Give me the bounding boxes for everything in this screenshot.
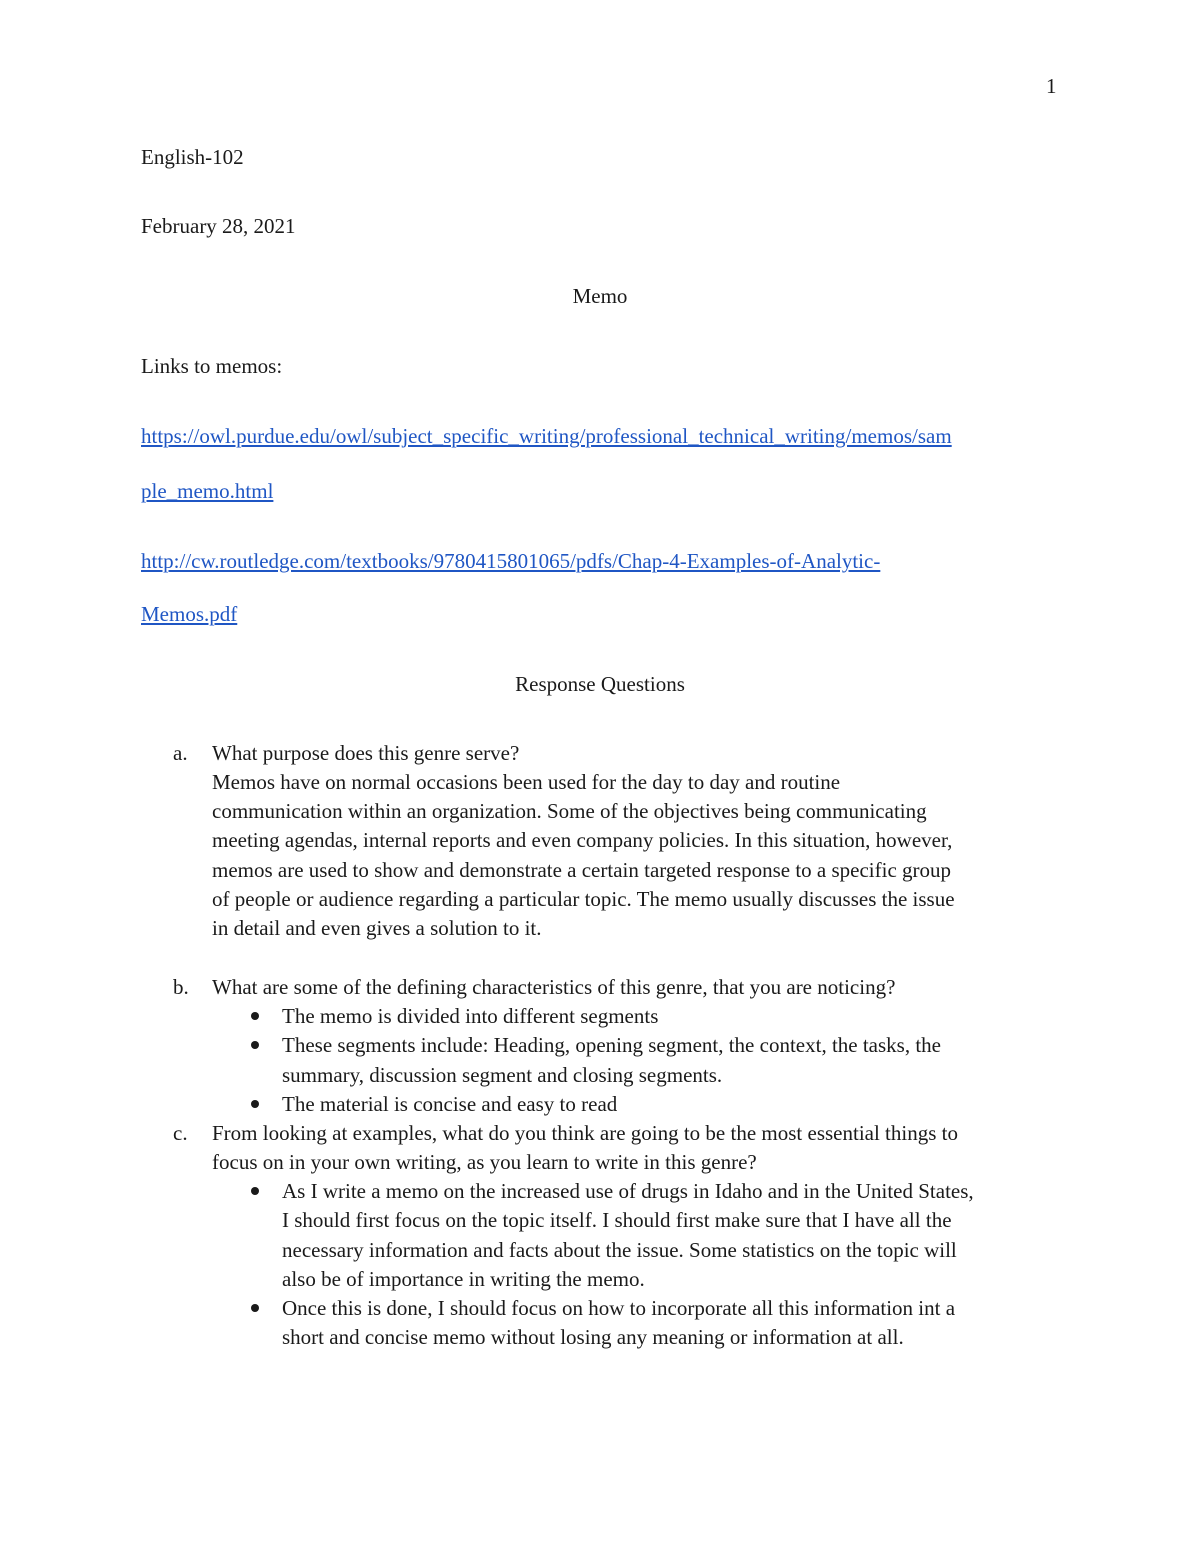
- answer-line: meeting agendas, internal reports and even company policies. In this situation, however,: [212, 828, 953, 852]
- answer-line: communication within an organization. Some of the objectives being communicating: [212, 799, 927, 823]
- bullet-icon: [251, 1012, 259, 1020]
- bullet-line: Once this is done, I should focus on how to incorporate all this information int a: [282, 1296, 956, 1320]
- course-name: English-102: [141, 145, 244, 169]
- answer-line: memos are used to show and demonstrate a certain targeted response to a specific group: [212, 858, 952, 882]
- bullet-icon: [251, 1100, 259, 1108]
- question-text: What purpose does this genre serve?: [212, 741, 520, 765]
- question-text: What are some of the defining characteristics of this genre, that you are noticing?: [212, 975, 896, 999]
- purdue-memo-link-continued[interactable]: ple_memo.html: [141, 479, 274, 503]
- bullet-line: short and concise memo without losing any meaning or information at all.: [282, 1325, 904, 1349]
- bullet-icon: [251, 1041, 259, 1049]
- question-marker: c.: [173, 1121, 188, 1145]
- answer-line: Memos have on normal occasions been used for the day to day and routine: [212, 770, 841, 794]
- bullet-line: summary, discussion segment and closing segments.: [282, 1063, 723, 1087]
- routledge-memo-link[interactable]: http://cw.routledge.com/textbooks/9780415801065/pdfs/Chap-4-Examples-of-Analytic-: [141, 549, 881, 573]
- bullet-line: These segments include: Heading, opening segment, the context, the tasks, the: [282, 1033, 941, 1057]
- links-label: Links to memos:: [141, 354, 283, 378]
- page-number: 1: [1046, 74, 1057, 98]
- answer-line: in detail and even gives a solution to it.: [212, 916, 542, 940]
- bullet-line: I should first focus on the topic itself. I should first make sure that I have all the: [282, 1208, 952, 1232]
- answer-line: of people or audience regarding a particular topic. The memo usually discusses the issue: [212, 887, 955, 911]
- purdue-memo-link[interactable]: https://owl.purdue.edu/owl/subject_specific_writing/professional_technical_writing/memos/sam: [141, 424, 952, 448]
- bullet-line: The memo is divided into different segments: [282, 1004, 659, 1028]
- bullet-line: necessary information and facts about the issue. Some statistics on the topic will: [282, 1238, 957, 1262]
- bullet-line: The material is concise and easy to read: [282, 1092, 618, 1116]
- document-date: February 28, 2021: [141, 214, 296, 238]
- bullet-line: As I write a memo on the increased use of drugs in Idaho and in the United States,: [282, 1179, 974, 1203]
- question-marker: a.: [173, 741, 188, 765]
- routledge-memo-link-continued[interactable]: Memos.pdf: [141, 602, 238, 626]
- page-title: Memo: [572, 284, 628, 308]
- response-questions-title: Response Questions: [515, 672, 685, 696]
- question-marker: b.: [173, 975, 189, 999]
- bullet-line: also be of importance in writing the memo.: [282, 1267, 645, 1291]
- question-text: From looking at examples, what do you think are going to be the most essential things to: [212, 1121, 958, 1145]
- bullet-icon: [251, 1187, 259, 1195]
- bullet-icon: [251, 1304, 259, 1312]
- question-text: focus on in your own writing, as you learn to write in this genre?: [212, 1150, 757, 1174]
